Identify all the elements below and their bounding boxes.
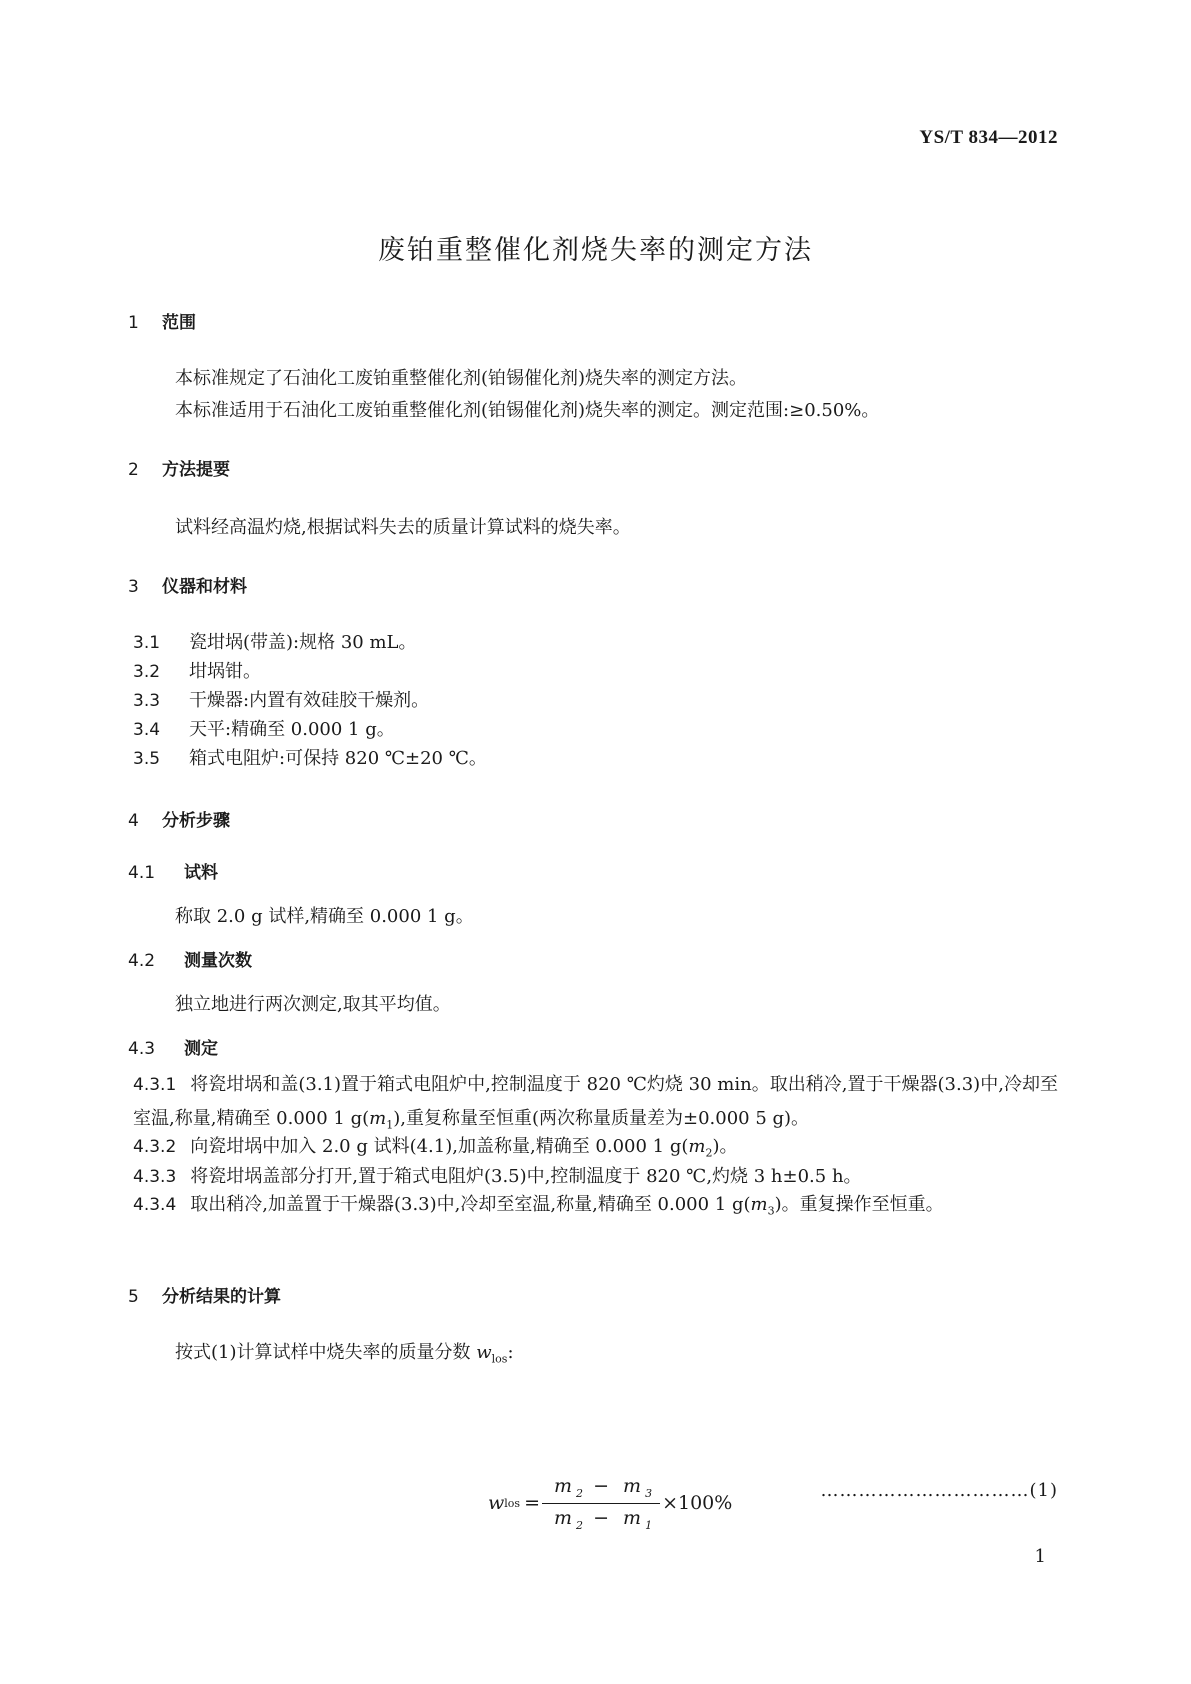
subsection-4-2-heading — [128, 946, 252, 971]
var: m — [553, 1506, 573, 1529]
sub: 2 — [576, 1518, 584, 1532]
section-number: 4 — [128, 811, 139, 831]
section-title: 分析结果的计算 — [162, 1287, 281, 1307]
clause-text: 向瓷坩埚中加入 2.0 g 试料(4.1),加盖称量,精确至 0.000 1 g( — [190, 1136, 689, 1157]
section-2-heading — [128, 455, 230, 480]
numerator — [546, 1475, 656, 1500]
paragraph: 称取 2.0 g 试样,精确至 0.000 1 g。 — [175, 906, 474, 927]
equals-sign: = — [524, 1492, 540, 1515]
section-title: 范围 — [162, 313, 196, 333]
sub: 1 — [645, 1518, 653, 1532]
var: m — [553, 1475, 573, 1497]
paragraph: 本标准适用于石油化工废铂重整催化剂(铂锡催化剂)烧失率的测定。测定范围:≥0.50%。 — [175, 400, 880, 421]
clause-number: 4.3.2 — [133, 1137, 177, 1157]
clause-number: 4.3.4 — [133, 1195, 177, 1215]
sub: 2 — [576, 1486, 584, 1500]
paragraph — [175, 1338, 514, 1366]
list-item — [133, 628, 416, 654]
formula-lhs-var: w — [488, 1492, 505, 1515]
subsection-title: 试料 — [184, 863, 218, 883]
section-number: 2 — [128, 460, 139, 480]
item-text: 干燥器:内置有效硅胶干燥剂。 — [189, 690, 430, 711]
clause-number: 4.3.1 — [133, 1075, 177, 1095]
formula-lhs-sub: los — [504, 1496, 521, 1510]
section-3-heading — [128, 572, 247, 597]
list-item — [133, 715, 395, 741]
paragraph: 试料经高温灼烧,根据试料失去的质量计算试料的烧失率。 — [175, 517, 631, 538]
clause-text: 将瓷坩埚盖部分打开,置于箱式电阻炉(3.5)中,控制温度于 820 ℃,灼烧 3 h±0.5 h。 — [190, 1166, 862, 1187]
minus-sign: − — [593, 1506, 609, 1529]
subscript: los — [491, 1352, 508, 1366]
subsection-4-1-heading — [128, 858, 218, 883]
fraction-bar — [542, 1503, 660, 1504]
page-number: 1 — [1034, 1546, 1046, 1567]
section-number: 3 — [128, 577, 139, 597]
variable-w: w — [476, 1342, 492, 1363]
formula-1 — [488, 1475, 732, 1532]
fraction — [546, 1475, 656, 1532]
subsection-title: 测量次数 — [184, 951, 252, 971]
subsection-title: 测定 — [184, 1039, 218, 1059]
formula-reference: ……………………………(1) — [820, 1480, 1058, 1501]
item-number: 3.1 — [133, 633, 161, 653]
item-text: 瓷坩埚(带盖):规格 30 mL。 — [189, 632, 417, 653]
subscript: 1 — [386, 1118, 394, 1132]
clause-text: 取出稍冷,加盖置于干燥器(3.3)中,冷却至室温,称量,精确至 0.000 1 g( — [190, 1194, 751, 1215]
item-number: 3.2 — [133, 662, 161, 682]
item-number: 3.5 — [133, 749, 161, 769]
list-item — [133, 657, 261, 683]
clause-number: 4.3.3 — [133, 1167, 177, 1187]
var: m — [623, 1475, 642, 1497]
paragraph: 本标准规定了石油化工废铂重整催化剂(铂锡催化剂)烧失率的测定方法。 — [175, 368, 748, 389]
var: m — [623, 1506, 642, 1529]
variable-m: m — [750, 1194, 768, 1215]
subsection-number: 4.1 — [128, 863, 156, 883]
section-1-heading — [128, 308, 196, 333]
sub: 3 — [645, 1486, 653, 1500]
item-text: 箱式电阻炉:可保持 820 ℃±20 ℃。 — [189, 748, 487, 769]
paragraph-text: : — [507, 1342, 514, 1363]
section-4-heading — [128, 806, 230, 831]
section-number: 1 — [128, 313, 139, 333]
list-item — [133, 744, 487, 770]
minus-sign: − — [593, 1475, 609, 1497]
subsection-number: 4.2 — [128, 951, 156, 971]
document-title: 废铂重整催化剂烧失率的测定方法 — [378, 235, 813, 266]
subsection-number: 4.3 — [128, 1039, 156, 1059]
variable-m: m — [688, 1136, 706, 1157]
item-text: 坩埚钳。 — [189, 661, 261, 682]
clause-text: )。重复操作至恒重。 — [774, 1194, 944, 1215]
section-5-heading — [128, 1282, 281, 1307]
subscript: 2 — [705, 1146, 713, 1160]
clause-text: 将瓷坩埚和盖(3.1)置于箱式电阻炉中,控制温度于 820 ℃灼烧 30 min。取出稍冷,置于干燥器(3.3)中,冷却至室温,称量,精确至 0.000 1 g( — [133, 1074, 1058, 1129]
item-text: 天平:精确至 0.000 1 g。 — [189, 719, 395, 740]
list-item — [133, 686, 429, 712]
section-number: 5 — [128, 1287, 139, 1307]
clause-text: ),重复称量至恒重(两次称量质量差为±0.000 5 g)。 — [393, 1108, 810, 1129]
variable-m: m — [369, 1108, 387, 1129]
formula-tail: ×100% — [662, 1492, 733, 1515]
denominator — [546, 1507, 656, 1532]
subscript: 3 — [767, 1204, 775, 1218]
section-title: 分析步骤 — [162, 811, 230, 831]
clause-text: )。 — [712, 1136, 738, 1157]
paragraph-text: 按式(1)计算试样中烧失率的质量分数 — [175, 1342, 477, 1363]
paragraph: 独立地进行两次测定,取其平均值。 — [175, 994, 451, 1015]
section-title: 仪器和材料 — [162, 577, 247, 597]
item-number: 3.4 — [133, 720, 161, 740]
paragraph-4-3-4 — [133, 1188, 1058, 1229]
standard-code: YS/T 834—2012 — [919, 127, 1058, 148]
item-number: 3.3 — [133, 691, 161, 711]
section-title: 方法提要 — [162, 460, 230, 480]
subsection-4-3-heading — [128, 1034, 218, 1059]
